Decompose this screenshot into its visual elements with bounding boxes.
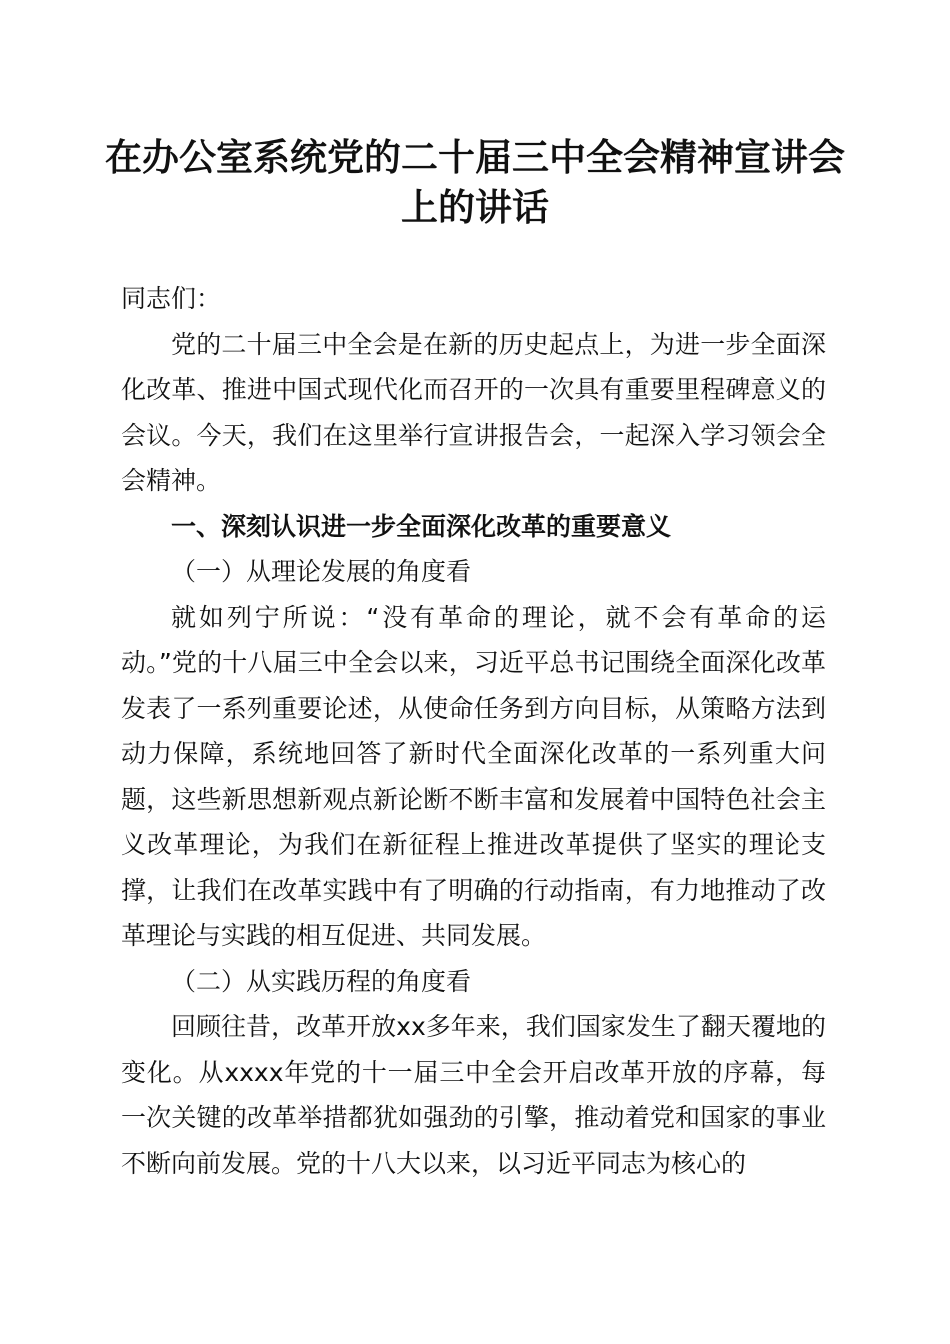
intro-paragraph: 党的二十届三中全会是在新的历史起点上，为进一步全面深化改革、推进中国式现代化而召开的一次具有重要里程碑意义的会议。今天，我们在这里举行宣讲报告会，一起深入学习领会全会精神。: [121, 329, 826, 495]
title-line-2: 上的讲话: [401, 185, 549, 229]
greeting: 同志们：: [121, 284, 222, 313]
title-line-1: 在办公室系统党的二十届三中全会精神宣讲会: [105, 135, 845, 179]
document-body: [121, 276, 826, 1186]
subsection-heading-1: （一）从理论发展的角度看: [171, 557, 472, 586]
subsection-heading-2: （二）从实践历程的角度看: [171, 966, 472, 996]
subsection-body-1: 就如列宁所说：“没有革命的理论，就不会有革命的运动。”党的十八届三中全会以来，习近平总书记围绕全面深化改革发表了一系列重要论述，从使命任务到方向目标，从策略方法到动力保障，系统地回答了新时代全面深化改革的一系列重大问题，这些新思想新观点新论断不断丰富和发展着中国特色社会主义改革理论，为我们在新征程上推进改革提供了坚实的理论支撑，让我们在改革实践中有了明确的行动指南，有力地推动了改革理论与实践的相互促进、共同发展。: [121, 602, 826, 950]
document-title: [100, 132, 850, 232]
section-heading-1: 一、深刻认识进一步全面深化改革的重要意义: [171, 511, 672, 541]
subsection-body-2: 回顾往昔，改革开放xx多年来，我们国家发生了翻天覆地的变化。从xxxx年党的十一届三中全会开启改革开放的序幕，每一次关键的改革举措都犹如强劲的引擎，推动着党和国家的事业不断向前发展。党的十八大以来，以习近平同志为核心的: [121, 1012, 826, 1178]
